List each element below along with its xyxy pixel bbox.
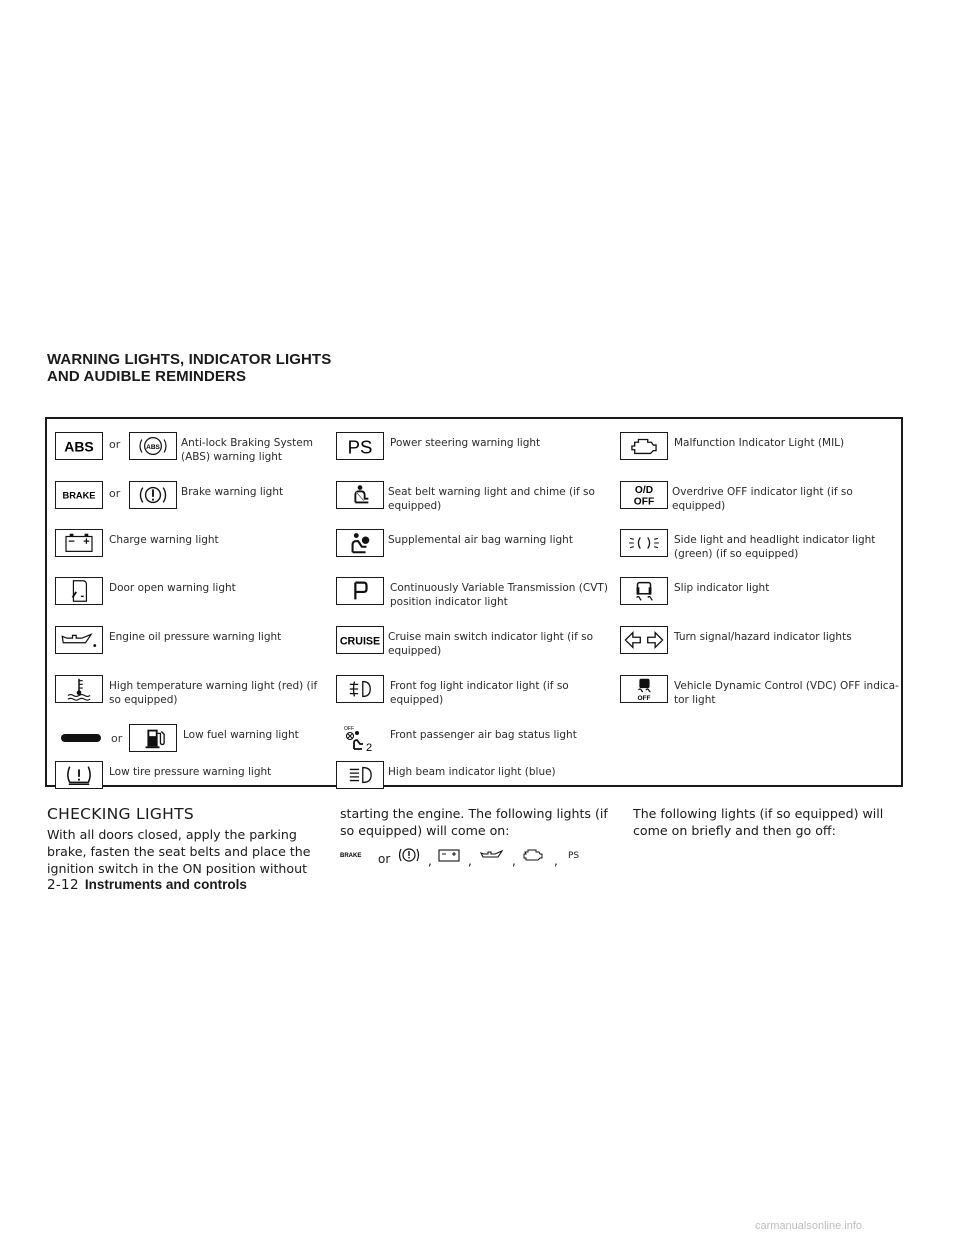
tire-pressure-icon (55, 761, 103, 789)
check-engine-icon (620, 432, 668, 460)
entry-label: Charge warning light (109, 534, 219, 546)
svg-text:PS: PS (347, 436, 373, 458)
heading-line-1: WARNING LIGHTS, INDICATOR LIGHTS (47, 351, 332, 368)
entry-label: Supplemental air bag warning light (388, 534, 573, 546)
overdrive-off-icon (620, 481, 668, 509)
checking-paragraph-1: With all doors closed, apply the parking brake, fasten the seat belts and place the ignition switch in the ON position without (47, 827, 311, 876)
entry-label: High beam indicator light (blue) (388, 766, 556, 778)
checking-paragraph-2: starting the engine. The following lights (if so equipped) will come on: (340, 806, 608, 838)
abs-icon (55, 432, 103, 460)
warning-lights-table (45, 417, 903, 787)
entry-label: Turn signal/hazard indicator lights (674, 631, 852, 643)
entry-label: Low fuel warning light (183, 729, 299, 741)
inline-brake-icon (340, 846, 370, 864)
entry-label: Side light and headlight indicator light (green) (if so equipped) (674, 534, 876, 560)
svg-text:CRUISE: CRUISE (339, 635, 381, 648)
svg-text:BRAKE: BRAKE (62, 490, 96, 501)
slip-icon (620, 577, 668, 605)
door-open-icon (55, 577, 103, 605)
page-footer (47, 877, 247, 893)
low-fuel-bar-icon (55, 724, 107, 752)
brake-circle-icon (129, 481, 177, 509)
inline-check-engine-icon (520, 846, 546, 864)
svg-text:BRAKE: BRAKE (340, 853, 362, 859)
entry-label: Vehicle Dynamic Control (VDC) OFF indica- tor light (674, 680, 899, 706)
entry-label: High temperature warning light (red) (if so equipped) (109, 680, 318, 706)
battery-icon (55, 529, 103, 557)
temperature-icon (55, 675, 103, 703)
svg-text:O/D: O/D (634, 485, 654, 497)
svg-text:ABS: ABS (64, 438, 94, 455)
inline-or: or (378, 852, 391, 866)
svg-text:OFF: OFF (637, 695, 651, 702)
vdc-off-icon (620, 675, 668, 703)
turn-signal-icon (620, 626, 668, 654)
heading-line-2: AND AUDIBLE REMINDERS (47, 368, 247, 385)
inline-battery-icon (436, 846, 462, 864)
entry-label: Seat belt warning light and chime (if so equipped) (388, 486, 595, 512)
side-headlight-icon (620, 529, 668, 557)
cvt-position-icon (336, 577, 384, 605)
inline-oil-icon (478, 846, 506, 864)
high-beam-icon (336, 761, 384, 789)
airbag-icon (336, 529, 384, 557)
power-steering-icon (336, 432, 384, 460)
entry-label: Low tire pressure warning light (109, 766, 272, 778)
watermark: carmanualsonline.info (755, 1220, 863, 1232)
entry-label: Power steering warning light (390, 437, 541, 449)
cruise-icon (336, 626, 384, 654)
chapter-title: Instruments and controls (84, 877, 247, 892)
checking-lights-title: CHECKING LIGHTS (47, 805, 195, 823)
seat-belt-icon (336, 481, 384, 509)
or-text: or (109, 487, 121, 500)
brake-text-icon (55, 481, 103, 509)
inline-ps-icon: PS (568, 851, 580, 861)
page-number: 2-12 (47, 877, 79, 893)
svg-text:ABS: ABS (146, 443, 160, 451)
or-text: or (111, 732, 123, 745)
entry-label: Brake warning light (181, 486, 284, 498)
oil-can-icon (55, 626, 103, 654)
inline-comma: , (468, 854, 472, 868)
entry-label: Overdrive OFF indicator light (if so equipped) (672, 486, 853, 512)
inline-comma: , (512, 854, 516, 868)
section-heading (47, 351, 467, 385)
inline-comma: , (554, 854, 558, 868)
passenger-airbag-status-icon (336, 724, 384, 752)
or-text: or (109, 438, 121, 451)
checking-paragraph-3: The following lights (if so equipped) will come on briefly and then go off: (633, 806, 884, 838)
inline-comma: , (428, 854, 432, 868)
entry-label: Front fog light indicator light (if so equipped) (390, 680, 569, 706)
entry-label: Anti-lock Braking System (ABS) warning light (181, 437, 313, 463)
entry-label: Engine oil pressure warning light (109, 631, 282, 643)
entry-label: Door open warning light (109, 582, 236, 594)
abs-circle-icon (129, 432, 177, 460)
entry-label: Front passenger air bag status light (390, 729, 577, 741)
svg-text:OFF: OFF (633, 496, 655, 508)
entry-label: Malfunction Indicator Light (MIL) (674, 437, 845, 449)
inline-brake-circle-icon (396, 846, 422, 864)
entry-label: Continuously Variable Transmission (CVT) position indicator light (390, 582, 608, 608)
entry-label: Slip indicator light (674, 582, 770, 594)
front-fog-icon (336, 675, 384, 703)
svg-text:2: 2 (366, 742, 373, 752)
svg-text:OFF: OFF (344, 726, 354, 732)
entry-label: Cruise main switch indicator light (if so equipped) (388, 631, 594, 657)
fuel-pump-icon (129, 724, 177, 752)
inline-icon-row (340, 846, 600, 870)
